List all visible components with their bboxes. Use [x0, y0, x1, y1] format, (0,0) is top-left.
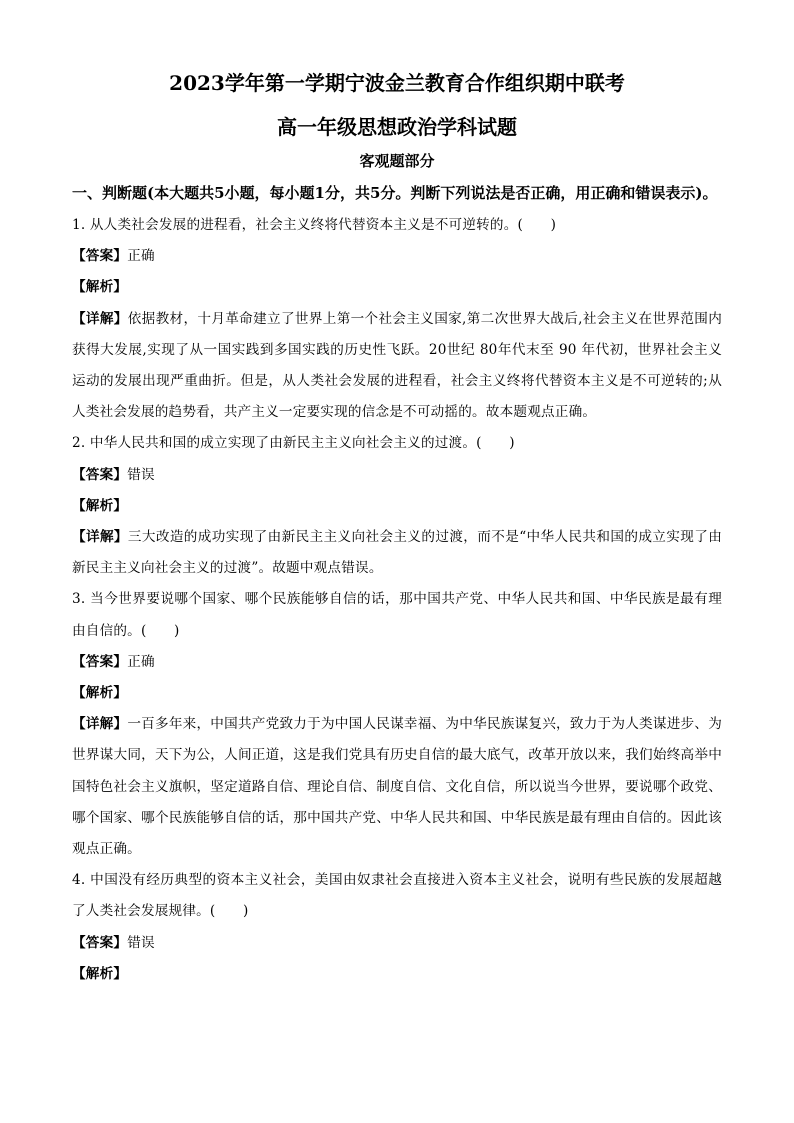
question-stem: 3. 当今世界要说哪个国家、哪个民族能够自信的话，那中国共产党、中华人民共和国、中华民族是最有理由自信的。( )	[72, 591, 722, 639]
detail-text: 一百多年来，中国共产党致力于为中国人民谋幸福、为中华民族谋复兴，致力于为人类谋进步、为世界谋大同，天下为公，人间正道，这是我们党具有历史自信的最大底气，改革开放以来，我们始终高举中国特色社会主义旗帜，坚定道路自信、理论自信、制度自信、文化自信，所以说当今世界，要说哪个政党、哪个国家、哪个民族能够自信的话，那中国共产党、中华人民共和国、中华民族是最有理由自信的。因此该观点正确。	[72, 716, 722, 858]
question-4	[72, 865, 722, 990]
answer-value: 错误	[127, 934, 155, 951]
question-stem: 4. 中国没有经历典型的资本主义社会，美国由奴隶社会直接进入资本主义社会，说明有些民族的发展超越了人类社会发展规律。( )	[72, 872, 722, 920]
detail-paragraph	[72, 709, 722, 865]
analysis-line	[72, 272, 722, 303]
detail-text: 依据教材，十月革命建立了世界上第一个社会主义国家,第二次世界大战后,社会主义在世界范围内获得大发展,实现了从一国实践到多国实践的历史性飞跃。20世纪 80年代末至 90 年代初，世界社会主义运动的发展出现严重曲折。但是，从人类社会发展的进程看，社会主义终将代替资本主义是不可逆转的;从人类社会发展的趋势看，共产主义一定要实现的信念是不可动摇的。故本题观点正确。	[72, 310, 722, 421]
analysis-line	[72, 959, 722, 990]
answer-label: 【答案】	[72, 934, 128, 951]
question-3	[72, 584, 722, 865]
analysis-label: 【解析】	[72, 685, 128, 702]
answer-line	[72, 460, 722, 491]
answer-label: 【答案】	[72, 466, 128, 483]
answer-value: 正确	[127, 653, 155, 670]
question-stem: 1. 从人类社会发展的进程看，社会主义终将代替资本主义是不可逆转的。( )	[72, 217, 557, 233]
detail-label: 【详解】	[72, 529, 128, 546]
answer-line	[72, 647, 722, 678]
question-1	[72, 210, 722, 428]
analysis-line	[72, 678, 722, 709]
answer-value: 正确	[127, 248, 155, 265]
section-heading: 一、判断题(本大题共5小题，每小题1分，共5分。判断下列说法是否正确，用正确和错误表示)。	[72, 184, 718, 202]
question-stem: 2. 中华人民共和国的成立实现了由新民主主义向社会主义的过渡。( )	[72, 435, 515, 452]
answer-line	[72, 241, 722, 272]
detail-label: 【详解】	[72, 716, 128, 733]
part-heading: 客观题部分	[359, 152, 435, 170]
detail-paragraph	[72, 522, 722, 584]
exam-subtitle: 高一年级思想政治学科试题	[277, 115, 517, 139]
detail-label: 【详解】	[72, 310, 128, 327]
answer-label: 【答案】	[72, 653, 128, 670]
answer-label: 【答案】	[72, 248, 128, 265]
analysis-label: 【解析】	[72, 965, 128, 982]
answer-line	[72, 928, 722, 959]
exam-title: 2023学年第一学期宁波金兰教育合作组织期中联考	[169, 71, 625, 95]
analysis-line	[72, 491, 722, 522]
analysis-label: 【解析】	[72, 497, 128, 514]
analysis-label: 【解析】	[72, 279, 128, 296]
answer-value: 错误	[127, 466, 155, 483]
detail-text: 三大改造的成功实现了由新民主主义向社会主义的过渡，而不是“中华人民共和国的成立实现了由新民主主义向社会主义的过渡”。故题中观点错误。	[72, 529, 722, 577]
detail-paragraph	[72, 304, 722, 429]
question-2	[72, 428, 722, 584]
